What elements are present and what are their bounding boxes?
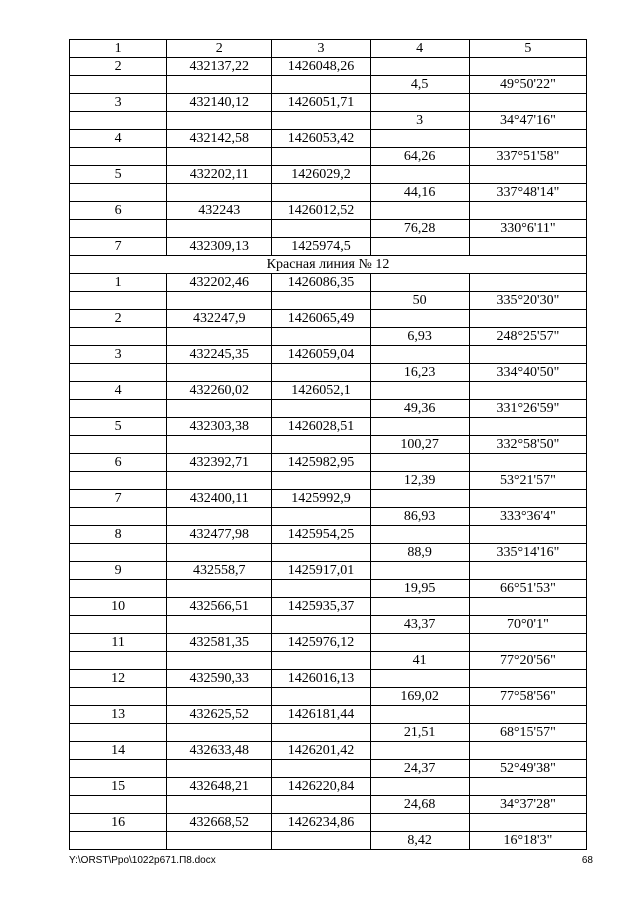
table-cell: 4 (70, 130, 167, 148)
table-cell (370, 778, 469, 796)
table-cell (167, 832, 272, 850)
table-row (70, 598, 587, 616)
table-row (70, 274, 587, 292)
table-cell: 15 (70, 778, 167, 796)
table-cell (272, 544, 370, 562)
table-cell: 1426051,71 (272, 94, 370, 112)
table-cell: 337°51'58" (469, 148, 586, 166)
table-cell: 52°49'38" (469, 760, 586, 778)
table-cell (272, 508, 370, 526)
table-cell: 66°51'53" (469, 580, 586, 598)
table-cell: 16°18'3" (469, 832, 586, 850)
table-cell (167, 220, 272, 238)
table-cell (167, 328, 272, 346)
table-row (70, 148, 587, 166)
table-body (70, 58, 587, 850)
table-cell (469, 454, 586, 472)
table-cell (167, 292, 272, 310)
table-cell (469, 166, 586, 184)
table-row (70, 292, 587, 310)
table-cell: 334°40'50" (469, 364, 586, 382)
table-cell: 16 (70, 814, 167, 832)
table-cell (370, 742, 469, 760)
table-cell (272, 112, 370, 130)
table-cell: 332°58'50" (469, 436, 586, 454)
table-cell: 77°58'56" (469, 688, 586, 706)
table-cell: 76,28 (370, 220, 469, 238)
table-cell (469, 778, 586, 796)
coordinates-table (69, 39, 587, 850)
header-cell: 3 (272, 40, 370, 58)
table-cell (469, 310, 586, 328)
table-cell: 432477,98 (167, 526, 272, 544)
table-row (70, 202, 587, 220)
table-row (70, 436, 587, 454)
table-cell (272, 436, 370, 454)
table-cell (469, 490, 586, 508)
table-cell (167, 112, 272, 130)
table-row (70, 490, 587, 508)
table-cell (370, 238, 469, 256)
table-row (70, 400, 587, 418)
table-cell: 432558,7 (167, 562, 272, 580)
table-row (70, 778, 587, 796)
table-cell: 432633,48 (167, 742, 272, 760)
table-row (70, 562, 587, 580)
table-cell (70, 184, 167, 202)
table-cell (70, 292, 167, 310)
table-cell (167, 472, 272, 490)
table-cell: 6 (70, 454, 167, 472)
table-cell: 1425935,37 (272, 598, 370, 616)
table-cell (469, 130, 586, 148)
table-cell: 5 (70, 166, 167, 184)
table-cell (272, 472, 370, 490)
table-cell (70, 760, 167, 778)
section-title: Красная линия № 12 (70, 256, 587, 274)
table-cell (370, 382, 469, 400)
table-cell (70, 688, 167, 706)
table-cell (70, 652, 167, 670)
table-row (70, 184, 587, 202)
table-row (70, 166, 587, 184)
table-cell: 19,95 (370, 580, 469, 598)
table-cell (469, 346, 586, 364)
table-cell: 432202,46 (167, 274, 272, 292)
table-cell (167, 760, 272, 778)
table-cell: 34°37'28" (469, 796, 586, 814)
table-cell (70, 616, 167, 634)
table-cell (469, 598, 586, 616)
table-cell: 432303,38 (167, 418, 272, 436)
table-cell (272, 292, 370, 310)
table-cell (469, 58, 586, 76)
table-cell (272, 724, 370, 742)
table-row (70, 310, 587, 328)
table-cell (272, 832, 370, 850)
table-cell (272, 796, 370, 814)
table-cell (167, 580, 272, 598)
table-cell: 7 (70, 238, 167, 256)
table-cell (167, 724, 272, 742)
table-row (70, 616, 587, 634)
table-cell: 432648,21 (167, 778, 272, 796)
table-row (70, 796, 587, 814)
table-cell: 1 (70, 274, 167, 292)
table-row (70, 94, 587, 112)
table-cell (469, 526, 586, 544)
table-cell: 1426181,44 (272, 706, 370, 724)
table-cell (272, 76, 370, 94)
table-cell: 1426220,84 (272, 778, 370, 796)
table-cell: 1426065,49 (272, 310, 370, 328)
table-cell: 1426028,51 (272, 418, 370, 436)
table-cell (70, 724, 167, 742)
table-cell: 44,16 (370, 184, 469, 202)
table-row (70, 652, 587, 670)
table-cell (70, 544, 167, 562)
table-cell (70, 112, 167, 130)
table-cell: 11 (70, 634, 167, 652)
table-row (70, 670, 587, 688)
table-cell: 1426059,04 (272, 346, 370, 364)
table-cell (272, 364, 370, 382)
table-row (70, 238, 587, 256)
table-row (70, 328, 587, 346)
table-cell (370, 58, 469, 76)
table-cell: 9 (70, 562, 167, 580)
table-cell (70, 796, 167, 814)
table-row (70, 688, 587, 706)
table-cell (167, 436, 272, 454)
table-cell (70, 148, 167, 166)
table-cell: 1426012,52 (272, 202, 370, 220)
table-cell (469, 418, 586, 436)
table-cell: 13 (70, 706, 167, 724)
table-header-row (70, 40, 587, 58)
table-cell (70, 328, 167, 346)
table-cell (272, 688, 370, 706)
table-row (70, 454, 587, 472)
table-cell: 14 (70, 742, 167, 760)
table-cell (370, 670, 469, 688)
table-cell (469, 382, 586, 400)
table-row (70, 814, 587, 832)
table-cell (370, 490, 469, 508)
table-cell: 248°25'57" (469, 328, 586, 346)
table-row (70, 112, 587, 130)
table-cell: 8,42 (370, 832, 469, 850)
table-cell (167, 616, 272, 634)
table-cell: 64,26 (370, 148, 469, 166)
table-cell (370, 562, 469, 580)
table-cell: 4,5 (370, 76, 469, 94)
table-cell (370, 346, 469, 364)
table-cell (272, 400, 370, 418)
table-cell: 6,93 (370, 328, 469, 346)
table-cell: 2 (70, 310, 167, 328)
table-cell: 6 (70, 202, 167, 220)
table-cell: 1425992,9 (272, 490, 370, 508)
table-cell (272, 328, 370, 346)
table-row (70, 220, 587, 238)
table-cell: 1425954,25 (272, 526, 370, 544)
table-cell: 10 (70, 598, 167, 616)
table-cell: 7 (70, 490, 167, 508)
table-cell: 1426234,86 (272, 814, 370, 832)
table-row (70, 382, 587, 400)
header-cell: 1 (70, 40, 167, 58)
table-row (70, 418, 587, 436)
table-cell: 432590,33 (167, 670, 272, 688)
table-cell: 8 (70, 526, 167, 544)
table-row (70, 832, 587, 850)
table-row (70, 526, 587, 544)
table-cell: 432142,58 (167, 130, 272, 148)
table-cell: 337°48'14" (469, 184, 586, 202)
page-number: 68 (581, 855, 593, 866)
table-cell (272, 580, 370, 598)
table-cell: 100,27 (370, 436, 469, 454)
table-cell (370, 634, 469, 652)
table-cell: 34°47'16" (469, 112, 586, 130)
table-cell: 432400,11 (167, 490, 272, 508)
table-cell: 24,37 (370, 760, 469, 778)
table-row (70, 706, 587, 724)
table-cell: 1425982,95 (272, 454, 370, 472)
table-row (70, 544, 587, 562)
header-cell: 5 (469, 40, 586, 58)
table-row (70, 760, 587, 778)
table-cell: 335°20'30" (469, 292, 586, 310)
table-cell: 432668,52 (167, 814, 272, 832)
table-row (70, 742, 587, 760)
table-cell: 1426016,13 (272, 670, 370, 688)
header-cell: 4 (370, 40, 469, 58)
table-cell: 331°26'59" (469, 400, 586, 418)
table-row (70, 346, 587, 364)
table-row (70, 76, 587, 94)
table-row (70, 634, 587, 652)
table-cell: 1426201,42 (272, 742, 370, 760)
table-cell: 432625,52 (167, 706, 272, 724)
table-cell (167, 508, 272, 526)
table-cell (70, 400, 167, 418)
table-cell (469, 94, 586, 112)
table-cell: 432392,71 (167, 454, 272, 472)
table-row (70, 472, 587, 490)
table-cell (167, 184, 272, 202)
table-cell: 432260,02 (167, 382, 272, 400)
table-row (70, 364, 587, 382)
table-cell: 432247,9 (167, 310, 272, 328)
table-cell: 41 (370, 652, 469, 670)
table-cell: 432243 (167, 202, 272, 220)
table-cell: 53°21'57" (469, 472, 586, 490)
table-cell (469, 274, 586, 292)
table-cell: 1426052,1 (272, 382, 370, 400)
table-cell: 24,68 (370, 796, 469, 814)
table-cell (70, 76, 167, 94)
table-cell: 49,36 (370, 400, 469, 418)
table-cell: 70°0'1" (469, 616, 586, 634)
table-cell (272, 220, 370, 238)
table-cell: 43,37 (370, 616, 469, 634)
table-row (70, 58, 587, 76)
table-cell: 330°6'11" (469, 220, 586, 238)
table-cell (167, 400, 272, 418)
table-cell: 1426053,42 (272, 130, 370, 148)
table-cell: 49°50'22" (469, 76, 586, 94)
table-cell (272, 652, 370, 670)
table-cell (70, 580, 167, 598)
table-cell: 432137,22 (167, 58, 272, 76)
table-cell (70, 220, 167, 238)
table-cell (167, 364, 272, 382)
table-cell: 3 (370, 112, 469, 130)
table-cell: 5 (70, 418, 167, 436)
table-cell (70, 364, 167, 382)
table-cell: 432581,35 (167, 634, 272, 652)
table-cell (469, 670, 586, 688)
table-cell: 77°20'56" (469, 652, 586, 670)
table-cell: 1425974,5 (272, 238, 370, 256)
table-cell: 88,9 (370, 544, 469, 562)
table-cell (370, 706, 469, 724)
table-cell (370, 598, 469, 616)
table-cell: 21,51 (370, 724, 469, 742)
table-cell (370, 526, 469, 544)
table-cell (370, 310, 469, 328)
table-cell: 432140,12 (167, 94, 272, 112)
table-cell (370, 454, 469, 472)
table-cell: 3 (70, 94, 167, 112)
table-cell: 16,23 (370, 364, 469, 382)
table-cell: 68°15'57" (469, 724, 586, 742)
table-cell (370, 94, 469, 112)
table-cell: 169,02 (370, 688, 469, 706)
table-row (70, 724, 587, 742)
table-cell: 4 (70, 382, 167, 400)
section-header-row (70, 256, 587, 274)
table-cell (272, 184, 370, 202)
table-cell: 432566,51 (167, 598, 272, 616)
table-cell (167, 76, 272, 94)
table-cell (70, 832, 167, 850)
table-cell: 432309,13 (167, 238, 272, 256)
table-cell (70, 508, 167, 526)
table-cell (469, 238, 586, 256)
table-cell (167, 688, 272, 706)
table-cell: 432202,11 (167, 166, 272, 184)
table-cell: 333°36'4" (469, 508, 586, 526)
table-cell: 432245,35 (167, 346, 272, 364)
table-cell: 3 (70, 346, 167, 364)
table-cell (370, 274, 469, 292)
table-row (70, 130, 587, 148)
table-cell: 1426086,35 (272, 274, 370, 292)
table-cell: 1426029,2 (272, 166, 370, 184)
table-cell (370, 202, 469, 220)
header-cell: 2 (167, 40, 272, 58)
table-cell: 1426048,26 (272, 58, 370, 76)
table-cell: 1425917,01 (272, 562, 370, 580)
table-cell: 335°14'16" (469, 544, 586, 562)
table-cell (70, 436, 167, 454)
table-cell (167, 796, 272, 814)
table-cell (469, 814, 586, 832)
table-cell (167, 652, 272, 670)
table-cell (370, 130, 469, 148)
table-cell: 12,39 (370, 472, 469, 490)
table-cell (469, 706, 586, 724)
table-cell: 12 (70, 670, 167, 688)
table-cell (272, 148, 370, 166)
table-cell: 50 (370, 292, 469, 310)
table-cell: 1425976,12 (272, 634, 370, 652)
table-cell (70, 472, 167, 490)
table-cell: 86,93 (370, 508, 469, 526)
table-row (70, 580, 587, 598)
table-cell: 2 (70, 58, 167, 76)
table-cell (469, 562, 586, 580)
table-cell (370, 814, 469, 832)
table-row (70, 508, 587, 526)
table-cell (469, 634, 586, 652)
table-cell (167, 544, 272, 562)
table-cell (370, 166, 469, 184)
table-cell (167, 148, 272, 166)
table-cell (469, 742, 586, 760)
table-cell (370, 418, 469, 436)
table-cell (272, 616, 370, 634)
footer-file-path: Y:\ORST\Ppo\1022p671.П8.docx (69, 855, 216, 866)
table-cell (469, 202, 586, 220)
table-cell (272, 760, 370, 778)
